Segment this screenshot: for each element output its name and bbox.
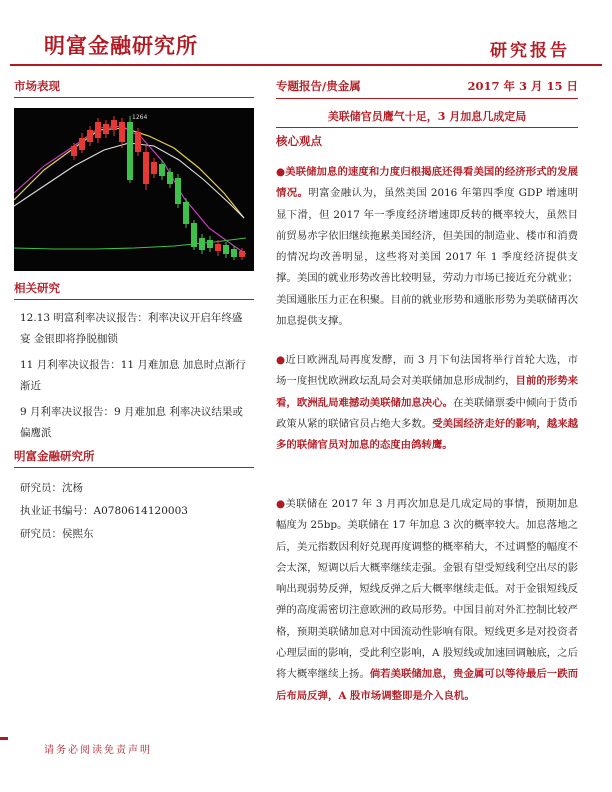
p2-highlight-1: 目前的形势来看，欧洲乱局难撼动美联储加息决心。 xyxy=(276,375,579,409)
header-divider xyxy=(10,64,602,66)
company-logo: 明富金融研究所 xyxy=(44,34,198,58)
report-category-bar xyxy=(276,78,578,99)
p2-text-a: 近日欧洲乱局再度发酵，而 3 月下旬法国将举行首轮大选，市场一度担忧欧洲政坛乱局会对美联储加息形成制约， xyxy=(276,354,578,388)
chart-peak-label: 1264 xyxy=(132,114,148,121)
p1-highlight: 美联储加息的速度和力度归根揭底还得看美国的经济形式的发展情况。 xyxy=(276,166,578,200)
bullet-icon: ● xyxy=(276,166,286,178)
related-item-2[interactable]: 11 月利率决议报告：11 月难加息 加息时点渐行渐近 xyxy=(20,359,246,392)
disclaimer-link[interactable]: 请务必阅读免责声明 xyxy=(44,745,152,756)
p1-text: 明富金融认为，虽然美国 2016 年第四季度 GDP 增速明显下滑，但 2017 年一季度经济增速即反转的概率较大，虽然目前贸易赤字依旧继续拖累美国经济，但美国的制造业、楼市和消费的情况均改善明显，这些将对美国 2017 年 1 季度经济提供支撑。美国的就业形势改善比较明显，劳动力市场已接近充分就业；美国通胀压力正在积聚。目前的就业形势和通胀形势为美联储再次加息提供支撑。 xyxy=(276,187,578,328)
institute-section-title: 明富金融研究所 xyxy=(14,448,254,468)
bullet-icon: ● xyxy=(276,354,286,366)
p2-highlight-2: 受美国经济走好的影响，越来越多的联储官员对加息的态度由鸽转鹰。 xyxy=(276,417,578,452)
price-chart xyxy=(14,108,254,271)
report-headline: 美联储官员鹰气十足，3 月加息几成定局 xyxy=(276,108,578,128)
report-date: 2017 年 3 月 15 日 xyxy=(467,79,578,93)
p3-highlight: 倘若美联储加息，贵金属可以等待最后一跌而后布局反弹，A 股市场调整即是介入良机。 xyxy=(276,668,579,702)
p3-text: 美联储在 2017 年 3 月再次加息是几成定局的事情，预期加息幅度为 25bp。美联储在 17 年加息 3 次的概率较大。加息落地之后，美元指数因利好兑现再度调整的概率稍大，不过调整的幅度不会太深，短调以后大概率继续走强。金银有望受短线利空出尽的影响出现弱势反弹，短线反弹之后大概率继续走低。对于金银短线反弹的高度需密切注意欧洲的政局形势。中国目前对外汇控制比较严格，预期美联储加息对中国流动性影响有限。短线更多是对投资者心理层面的影响，受此利空影响，A 股短线或加速回调触底，之后将大概率继续上扬。 xyxy=(276,498,578,681)
footer-accent xyxy=(0,737,8,740)
market-section-title: 市场表现 xyxy=(14,78,254,98)
bullet-icon: ● xyxy=(276,498,286,510)
related-item-1[interactable]: 12.13 明富利率决议报告：利率决议开启年终盛宴 金银即将挣脱枷锁 xyxy=(20,312,243,345)
related-section-title: 相关研究 xyxy=(14,280,254,300)
researcher-1: 研究员：沈杨 xyxy=(20,482,83,494)
core-view-title: 核心观点 xyxy=(276,134,322,148)
related-item-3[interactable]: 9 月利率决议报告：9 月难加息 利率决议结果或偏鹰派 xyxy=(20,406,243,439)
researcher-2: 研究员：侯熙东 xyxy=(20,528,94,540)
report-type-label: 研究报告 xyxy=(490,41,570,61)
license-number: 执业证书编号：A0780614120003 xyxy=(20,505,188,517)
paragraph-1 xyxy=(276,162,578,332)
paragraph-3 xyxy=(276,494,578,707)
paragraph-2 xyxy=(276,350,578,456)
p2-text-b: 在美联储票委中倾向于货币政策从紧的联储官员占绝大多数。 xyxy=(276,396,578,430)
report-category: 专题报告/贵金属 xyxy=(276,79,361,93)
candlestick-chart xyxy=(14,108,254,271)
